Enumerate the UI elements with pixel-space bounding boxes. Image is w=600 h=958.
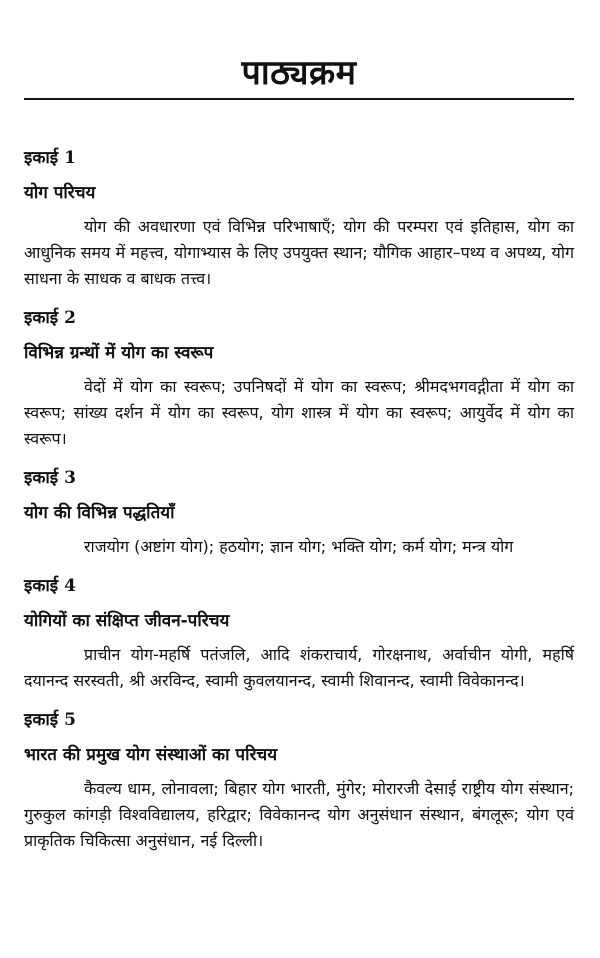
page-title: पाठ्यक्रम (241, 53, 357, 93)
unit-label: इकाई 4 (24, 576, 76, 596)
unit-body: वेदों में योग का स्वरूप; उपनिषदों में योग का स्वरूप; श्रीमदभगवद्गीता में योग का स्वरूप; सांख्य दर्शन में योग का स्वरूप, योग शास्त्र में योग का स्वरूप; आयुर्वेद में योग का स्वरूप। (24, 377, 574, 448)
unit-section (24, 466, 574, 560)
unit-section (24, 574, 574, 694)
unit-label: इकाई 5 (24, 710, 76, 730)
unit-heading: योगियों का संक्षिप्त जीवन-परिचय (24, 611, 230, 631)
unit-label: इकाई 1 (24, 148, 76, 168)
unit-section (24, 708, 574, 854)
unit-heading: योग परिचय (24, 183, 96, 203)
title-divider (24, 98, 574, 100)
unit-body: कैवल्य धाम, लोनावला; बिहार योग भारती, मुंगेर; मोरारजी देसाई राष्ट्रीय योग संस्थान; गुरुकुल कांगड़ी विश्वविद्यालय, हरिद्वार; विवेकानन्द योग अनुसंधान संस्थान, बंगलूरू; योग एवं प्राकृतिक चिकित्सा अनुसंधान, नई दिल्ली। (24, 779, 574, 850)
unit-body: योग की अवधारणा एवं विभिन्न परिभाषाएँ; योग की परम्परा एवं इतिहास, योग का आधुनिक समय में महत्त्व, योगाभ्यास के लिए उपयुक्त स्थान; यौगिक आहार–पथ्य व अपथ्य, योग साधना के साधक व बाधक तत्त्व। (24, 217, 574, 288)
unit-section (24, 146, 574, 292)
unit-heading: विभिन्न ग्रन्थों में योग का स्वरूप (24, 343, 214, 363)
unit-label: इकाई 3 (24, 468, 76, 488)
unit-label: इकाई 2 (24, 308, 76, 328)
unit-heading: भारत की प्रमुख योग संस्थाओं का परिचय (24, 745, 278, 765)
unit-body: राजयोग (अष्टांग योग); हठयोग; ज्ञान योग; भक्ति योग; कर्म योग; मन्त्र योग (84, 537, 514, 556)
unit-body: प्राचीन योग-महर्षि पतंजलि, आदि शंकराचार्य, गोरक्षनाथ, अर्वाचीन योगी, महर्षि दयानन्द सरस्वती, श्री अरविन्द, स्वामी कुवलयानन्द, स्वामी शिवानन्द, स्वामी विवेकानन्द। (24, 645, 574, 690)
unit-section (24, 306, 574, 452)
unit-list (24, 146, 574, 854)
unit-heading: योग की विभिन्न पद्धतियाँ (24, 503, 175, 523)
